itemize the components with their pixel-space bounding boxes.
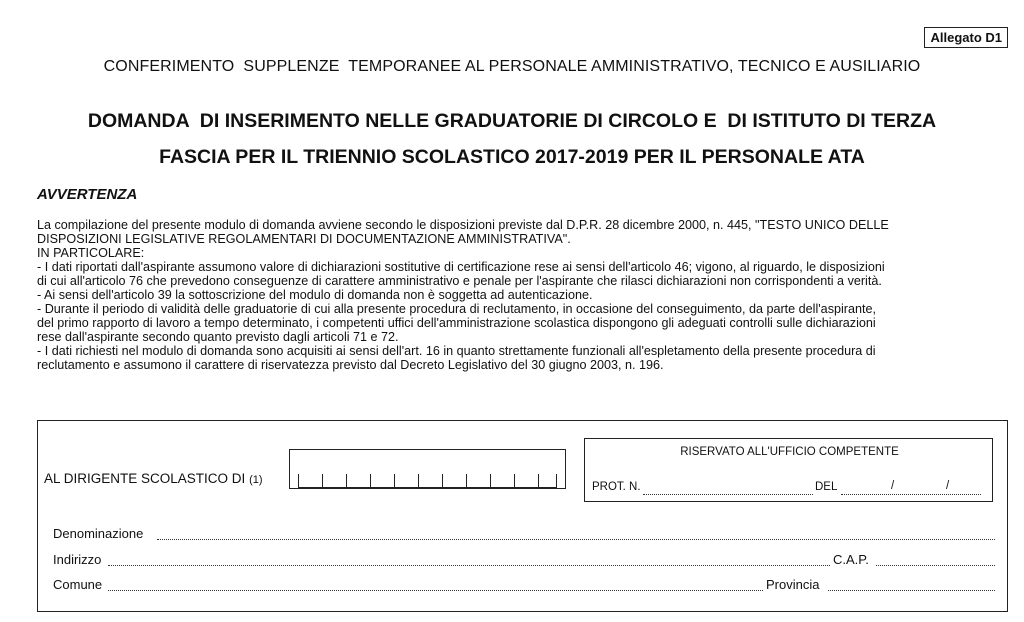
dirigente-note: (1) <box>249 474 263 486</box>
cell-divider <box>394 474 395 488</box>
avvertenza-paragraph <box>37 218 1012 372</box>
document-subtitle: CONFERIMENTO SUPPLENZE TEMPORANEE AL PERSONALE AMMINISTRATIVO, TECNICO E AUSILIARIO <box>103 58 921 75</box>
comune-field[interactable] <box>108 590 763 591</box>
cell-divider <box>466 474 467 488</box>
prot-number-field[interactable] <box>643 494 813 495</box>
provincia-label: Provincia <box>766 577 820 592</box>
cell-divider <box>514 474 515 488</box>
date-slash-2: / <box>946 480 950 492</box>
dirigente-label-text: AL DIRIGENTE SCOLASTICO DI <box>44 471 246 486</box>
date-field[interactable] <box>841 494 981 495</box>
paragraph-line: - Ai sensi dell'articolo 39 la sottoscrizione del modulo di domanda non è soggetta ad autenticazione. <box>37 288 593 302</box>
paragraph-line: - I dati richiesti nel modulo di domanda sono acquisiti ai sensi dell'art. 16 in quanto strettamente funzionali all'espletamento della presente procedura di <box>37 344 876 358</box>
cell-divider <box>370 474 371 488</box>
paragraph-line: di cui all'articolo 76 che prevedono conseguenze di carattere amministrativo e penale per l'aspirante che rilasci dichiarazioni non corrispondenti a verità. <box>37 274 882 288</box>
paragraph-line: DISPOSIZIONI LEGISLATIVE REGOLAMENTARI DI DOCUMENTAZIONE AMMINISTRATIVA". <box>37 232 571 246</box>
cell-divider <box>556 474 557 488</box>
cell-divider <box>322 474 323 488</box>
paragraph-line: La compilazione del presente modulo di domanda avviene secondo le disposizioni previste dal D.P.R. 28 dicembre 2000, n. 445, "TESTO UNICO DELLE <box>37 218 889 232</box>
comune-label: Comune <box>53 577 103 592</box>
cap-field[interactable] <box>876 565 995 566</box>
riservato-title: RISERVATO ALL'UFFICIO COMPETENTE <box>680 446 899 458</box>
prot-label: PROT. N. <box>592 481 641 493</box>
cells-baseline <box>298 487 557 488</box>
cap-label: C.A.P. <box>833 552 869 567</box>
denominazione-field[interactable] <box>157 539 995 540</box>
cell-divider <box>490 474 491 488</box>
provincia-field[interactable] <box>828 590 995 591</box>
date-slash-1: / <box>891 480 895 492</box>
dirigente-label <box>44 471 263 486</box>
cell-divider <box>346 474 347 488</box>
paragraph-line: - Durante il periodo di validità delle graduatorie di cui alla presente procedura di reclutamento, in occasione del conseguimento, da parte dell'aspirante, <box>37 302 876 316</box>
paragraph-line: del primo rapporto di lavoro a tempo determinato, i competenti uffici dell'amministrazione scolastica dispongono gli adeguati controlli sulle dichiarazioni <box>37 316 876 330</box>
document-title-line-1: DOMANDA DI INSERIMENTO NELLE GRADUATORIE DI CIRCOLO E DI ISTITUTO DI TERZA <box>87 110 937 132</box>
denominazione-label: Denominazione <box>53 526 144 541</box>
cell-divider <box>538 474 539 488</box>
avvertenza-heading: AVVERTENZA <box>37 186 138 203</box>
document-title-line-2: FASCIA PER IL TRIENNIO SCOLASTICO 2017-2019 PER IL PERSONALE ATA <box>159 146 865 168</box>
indirizzo-label: Indirizzo <box>53 552 102 567</box>
del-label: DEL <box>815 481 838 493</box>
cell-divider <box>298 474 299 488</box>
cell-divider <box>442 474 443 488</box>
indirizzo-field[interactable] <box>108 565 830 566</box>
allegato-label: Allegato D1 <box>924 27 1008 48</box>
riservato-box <box>584 438 993 502</box>
cell-divider <box>418 474 419 488</box>
paragraph-line: IN PARTICOLARE: <box>37 246 145 260</box>
school-code-cells[interactable] <box>289 449 566 489</box>
paragraph-line: reclutamento e assumono il carattere di riservatezza previsto dal Decreto Legislativo del 30 giugno 2003, n. 196. <box>37 358 664 372</box>
paragraph-line: rese dall'aspirante secondo quanto previsto dagli articoli 71 e 72. <box>37 330 399 344</box>
paragraph-line: - I dati riportati dall'aspirante assumono valore di dichiarazioni sostitutive di certificazione rese ai sensi dell'articolo 46; vigono, al riguardo, le disposizioni <box>37 260 885 274</box>
